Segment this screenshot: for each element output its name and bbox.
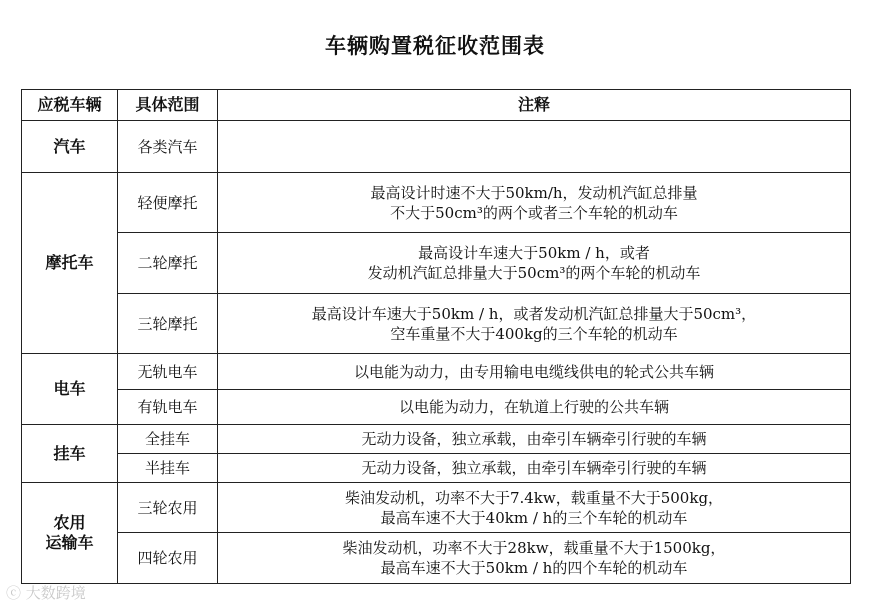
scope-cell: 四轮农用 [118,533,218,584]
scope-cell: 无轨电车 [118,354,218,390]
table-row [22,483,851,533]
note-cell [218,454,851,483]
note-line: 最高车速不大于50km / h的四个车轮的机动车 [380,559,688,577]
note-cell [218,233,851,294]
scope-cell: 三轮农用 [118,483,218,533]
page-title: 车辆购置税征收范围表 [325,34,545,58]
category-cell [22,354,118,425]
scope-cell: 有轨电车 [118,390,218,425]
note-line: 柴油发动机，功率不大于7.4kw，载重量不大于500kg， [344,488,724,507]
category-label: 农用 [53,513,86,532]
note-cell [218,483,851,533]
table-row [22,454,851,483]
note-line: 发动机汽缸总排量大于50cm³的两个车轮的机动车 [367,264,701,282]
category-label: 摩托车 [45,253,94,272]
header-notes: 注释 [218,90,851,121]
note-cell [218,121,851,173]
note-cell [218,390,851,425]
table-header-row [22,90,851,121]
table-row [22,390,851,425]
header-taxable-vehicle: 应税车辆 [22,90,118,121]
note-line: 不大于50cm³的两个或者三个车轮的机动车 [390,203,678,222]
scope-cell: 三轮摩托 [118,294,218,354]
category-cell [22,173,118,354]
note-line: 最高设计车速大于50km / h，或者 [418,244,650,262]
note-cell [218,533,851,584]
scope-cell: 各类汽车 [118,121,218,173]
header-specific-scope: 具体范围 [118,90,218,121]
note-line: 无动力设备，独立承载，由牵引车辆牵引行驶的车辆 [361,459,707,477]
tax-scope-table [21,89,851,584]
table-row [22,233,851,294]
note-line: 以电能为动力，在轨道上行驶的公共车辆 [398,398,669,416]
table-row [22,294,851,354]
note-line: 无动力设备，独立承载，由牵引车辆牵引行驶的车辆 [361,430,707,448]
note-line: 以电能为动力，由专用输电电缆线供电的轮式公共车辆 [353,362,714,381]
note-cell [218,173,851,233]
scope-cell: 轻便摩托 [118,173,218,233]
category-label: 挂车 [53,443,86,463]
note-line: 空车重量不大于400kg的三个车轮的机动车 [390,324,678,343]
note-cell [218,354,851,390]
table-row [22,173,851,233]
category-label: 运输车 [45,533,94,552]
category-cell [22,483,118,584]
note-line: 柴油发动机，功率不大于28kw，载重量不大于1500kg， [342,539,726,557]
note-line: 最高设计时速不大于50km/h，发动机汽缸总排量 [370,183,698,202]
category-cell [22,121,118,173]
table-row [22,533,851,584]
note-line: 最高设计车速大于50km / h，或者发动机汽缸总排量大于50cm³， [311,304,757,323]
table-row [22,354,851,390]
scope-cell: 全挂车 [118,425,218,454]
category-cell [22,425,118,483]
table-row [22,121,851,173]
table-body [22,121,851,584]
table-row [22,425,851,454]
scope-cell: 半挂车 [118,454,218,483]
note-cell [218,294,851,354]
category-label: 电车 [53,379,86,398]
note-line: 最高车速不大于40km / h的三个车轮的机动车 [380,508,688,527]
note-cell [218,425,851,454]
scope-cell: 二轮摩托 [118,233,218,294]
watermark-logo: ⓒ 大数跨境 [6,584,86,602]
category-label: 汽车 [53,136,86,156]
